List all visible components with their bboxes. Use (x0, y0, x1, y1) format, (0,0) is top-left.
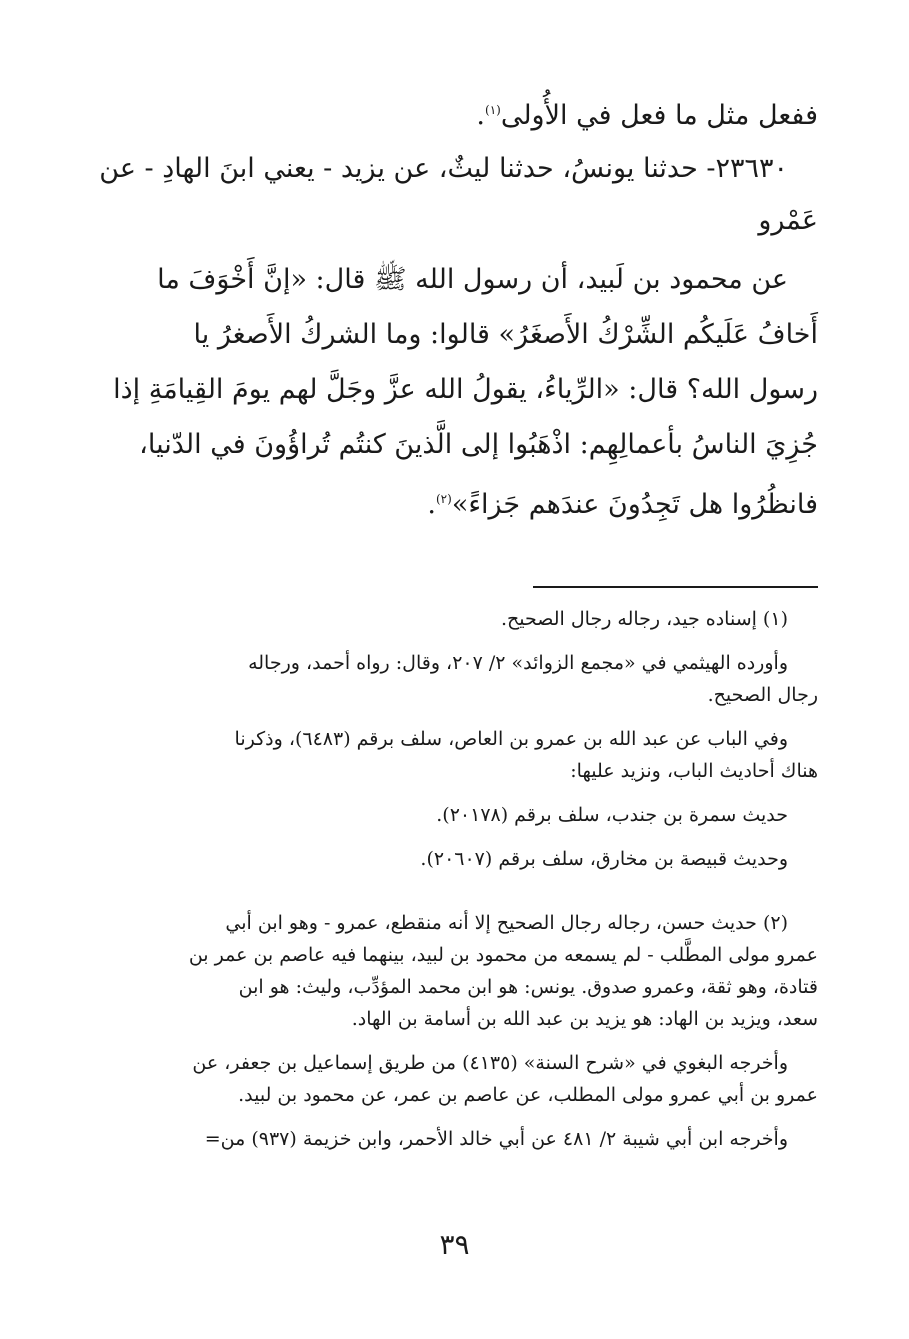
page-number: ٣٩ (439, 1228, 470, 1261)
footnote-1-line-6: حديث سمرة بن جندب، سلف برقم (٢٠١٧٨). (436, 804, 788, 826)
hadith-header (99, 143, 818, 247)
footnote-2-line-1: (٢) حديث حسن، رجاله رجال الصحيح إلا أنه منقطع، عمرو - وهو ابن أبي (225, 912, 788, 934)
footnote-2-line-4: سعد، ويزيد بن الهاد: هو يزيد بن عبد الله بن أسامة بن الهاد. (351, 1008, 818, 1030)
main-line-4: عن محمود بن لَبيد، أن رسول الله ﷺ قال: «إنَّ أَخْوَفَ ما (157, 264, 788, 295)
footnote-2-line-2: عمرو مولى المطَّلب - لم يسمعه من محمود بن لبيد، بينهما فيه عاصم بن عمر بن (188, 944, 818, 966)
footnote-1-line-5: هناك أحاديث الباب، ونزيد عليها: (570, 760, 818, 782)
main-line-1-end: . (476, 100, 485, 131)
footnote-ref-2: (٢) (435, 492, 452, 506)
footnote-1-line-3: رجال الصحيح. (707, 684, 818, 706)
main-line-1-text: ففعل مثل ما فعل في الأُولى (500, 100, 818, 131)
main-line-8-text: فانظُرُوا هل تَجِدُونَ عندَهم جَزاءً» (451, 489, 818, 520)
footnote-1-line-2: وأورده الهيثمي في «مجمع الزوائد» ٢/ ٢٠٧، وقال: رواه أحمد، ورجاله (248, 652, 788, 674)
footnote-1-line-7: وحديث قبيصة بن مخارق، سلف برقم (٢٠٦٠٧). (420, 848, 788, 870)
footnote-2 (118, 907, 818, 1155)
footnote-separator (533, 586, 818, 588)
footnote-2-line-5: وأخرجه البغوي في «شرح السنة» (٤١٣٥) من طريق إسماعيل بن جعفر، عن (192, 1052, 788, 1074)
hadith-body (113, 252, 818, 532)
main-line-5: أَخافُ عَلَيكُم الشِّرْكُ الأَصغَرُ» قالوا: وما الشركُ الأَصغرُ يا (193, 319, 818, 350)
footnote-ref-1: (١) (485, 103, 501, 117)
main-line-8 (118, 472, 818, 532)
footnote-2-line-3: قتادة، وهو ثقة، وعمرو صدوق. يونس: هو ابن محمد المؤدِّب، وليث: هو ابن (238, 976, 818, 998)
main-line-1 (118, 84, 818, 142)
footnote-1 (118, 603, 818, 875)
main-line-3: عَمْرو (758, 205, 818, 236)
footnote-1-line-1: (١) إسناده جيد، رجاله رجال الصحيح. (500, 608, 788, 630)
footnote-1-line-4: وفي الباب عن عبد الله بن عمرو بن العاص، سلف برقم (٦٤٨٣)، وذكرنا (234, 728, 788, 750)
footnote-2-line-7: وأخرجه ابن أبي شيبة ٢/ ٤٨١ عن أبي خالد الأحمر، وابن خزيمة (٩٣٧) من= (204, 1128, 788, 1150)
main-text (118, 84, 818, 142)
main-line-6: رسول الله؟ قال: «الرِّياءُ، يقولُ الله عزَّ وجَلَّ لهم يومَ القِيامَةِ إذا (113, 374, 818, 405)
main-line-7: جُزِيَ الناسُ بأعمالِهِم: اذْهَبُوا إلى الَّذينَ كنتُم تُراؤُونَ في الدّنيا، (139, 429, 818, 460)
main-line-8-end: . (427, 489, 436, 520)
main-line-2: ٢٣٦٣٠- حدثنا يونسُ، حدثنا ليثٌ، عن يزيد - يعني ابنَ الهادِ - عن (99, 153, 788, 184)
footnote-2-line-6: عمرو بن أبي عمرو مولى المطلب، عن عاصم بن عمر، عن محمود بن لبيد. (238, 1084, 818, 1106)
